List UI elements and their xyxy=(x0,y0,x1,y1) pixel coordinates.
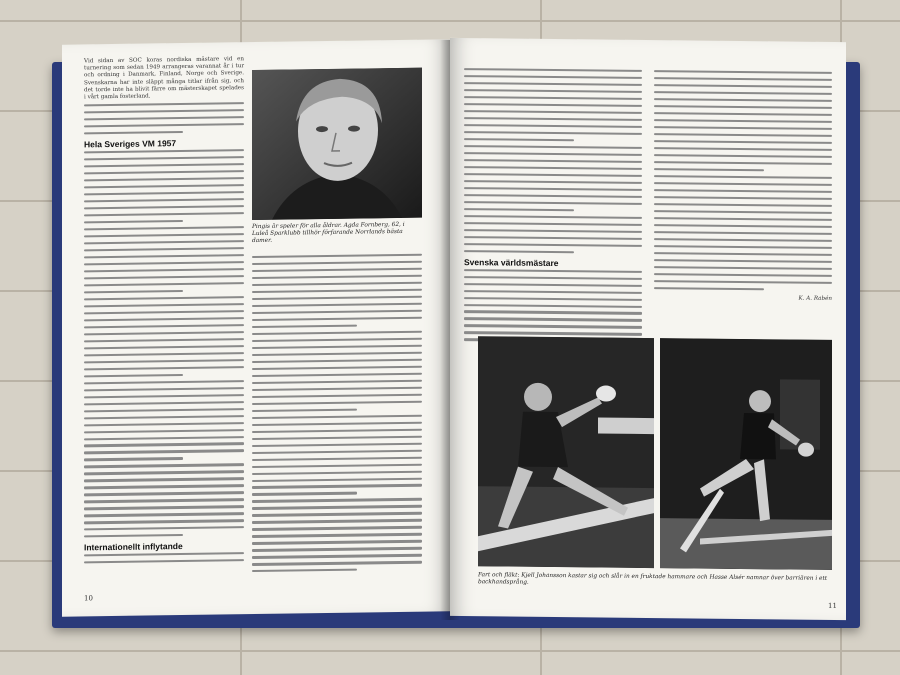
left-column-2 xyxy=(252,254,422,578)
page-number-right: 11 xyxy=(828,601,837,610)
portrait-caption: Pingis är speler för alla åldrar. Agda Fornberg, 62, i Luleå Sparklubb tillhör förfarande Norrlands bästa damer. xyxy=(252,221,405,245)
right-column-2 xyxy=(654,70,832,303)
portrait-illustration xyxy=(252,68,422,220)
heading-svenska-varldsmastare: Svenska världsmästare xyxy=(464,256,559,268)
player-forehand-illustration xyxy=(478,336,654,568)
left-column-1 xyxy=(84,56,244,568)
player-backhand-illustration xyxy=(660,338,832,570)
page-number-left: 10 xyxy=(84,594,93,603)
left-page xyxy=(62,39,450,616)
portrait-photo xyxy=(252,68,422,220)
author-signature: K. A. Rabén xyxy=(798,295,832,302)
heading-hela-sveriges-vm: Hela Sveriges VM 1957 xyxy=(84,138,177,150)
heading-internationellt-inflytande: Internationellt inflytande xyxy=(84,541,183,553)
right-page xyxy=(450,38,846,620)
right-column-1 xyxy=(464,68,642,347)
intro-paragraph: Vid sidan av SOC koras nordiska mästare vid en turnering som sedan 1949 arrangeras varannat år i tur och ordning i Danmark, Finland, Norge och Sverige. Svenskarna har inte släppt många titlar ifrån sig, och det torde inte ha blivit färre om mästerskapet spelades i vårt gamla fosterland. xyxy=(84,56,244,101)
action-photo-hasse xyxy=(660,338,832,570)
action-photo-kjell xyxy=(478,336,654,568)
action-caption: Fart och fläkt: Kjell Johansson kastar sig och slår in en fruktade hammare och Hasse Alsér namnar över barriären i ett backhandsprång. xyxy=(478,572,828,586)
